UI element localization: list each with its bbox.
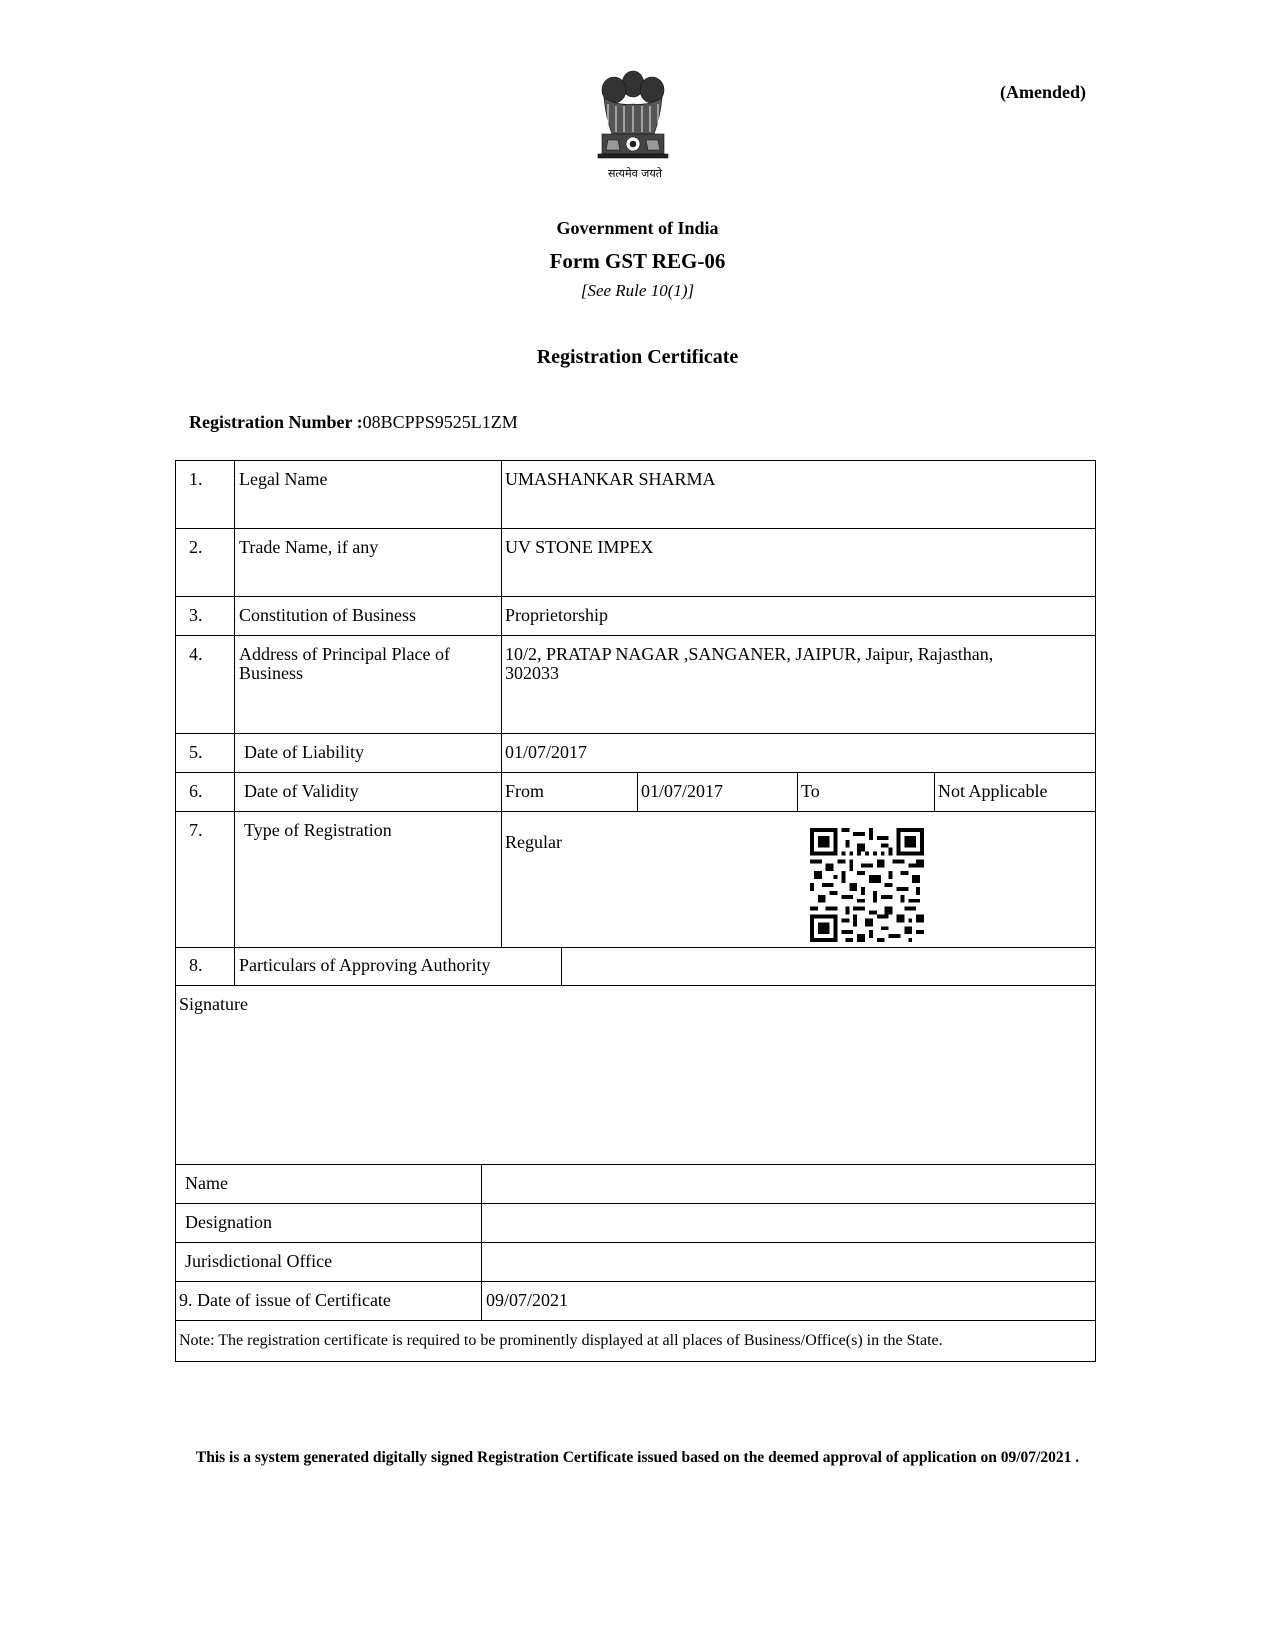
registration-number: [189, 412, 518, 433]
row-2-number: 2.: [189, 537, 203, 557]
issue-date-value: 09/07/2021: [486, 1290, 569, 1310]
amended-label: (Amended): [1000, 82, 1086, 102]
validity-label: Date of Validity: [244, 781, 359, 801]
row-7-number: 7.: [189, 820, 203, 840]
liability-value: 01/07/2017: [505, 742, 588, 762]
footer-statement: This is a system generated digitally signed Registration Certificate issued based on the deemed approval of application on 09/07/2021 .: [195, 1449, 1080, 1466]
issue-date-label: 9. Date of issue of Certificate: [179, 1290, 391, 1310]
designation-label: Designation: [185, 1212, 272, 1232]
emblem-caption: सत्यमेव जयते: [607, 167, 662, 180]
rule-reference: [See Rule 10(1)]: [580, 281, 695, 300]
address-label-line-1: Address of Principal Place of: [239, 644, 450, 664]
row-5-number: 5.: [189, 742, 203, 762]
address-value-line-2: 302033: [505, 663, 559, 683]
qr-code-icon: [809, 828, 925, 942]
jurisdictional-office-label: Jurisdictional Office: [185, 1251, 333, 1271]
trade-name-label: Trade Name, if any: [239, 537, 379, 557]
constitution-value: Proprietorship: [505, 605, 608, 625]
validity-to-value: Not Applicable: [938, 781, 1048, 801]
trade-name-value: UV STONE IMPEX: [505, 537, 654, 557]
registration-number-value: 08BCPPS9525L1ZM: [362, 412, 518, 432]
signature-label: Signature: [179, 994, 248, 1014]
legal-name-value: UMASHANKAR SHARMA: [505, 469, 716, 489]
government-heading: Government of India: [556, 218, 719, 238]
form-title: Form GST REG-06: [549, 249, 726, 273]
validity-from-value: 01/07/2017: [641, 781, 724, 801]
registration-type-value: Regular: [505, 832, 562, 852]
liability-label: Date of Liability: [244, 742, 364, 762]
validity-from-label: From: [505, 781, 545, 801]
certificate-title: Registration Certificate: [536, 346, 739, 368]
display-note: Note: The registration certificate is required to be prominently displayed at all places of Business/Office(s) in the State.: [179, 1332, 943, 1349]
row-3-number: 3.: [189, 605, 203, 625]
registration-number-label: Registration Number :: [189, 412, 363, 432]
name-label: Name: [185, 1173, 228, 1193]
row-1-number: 1.: [189, 469, 203, 489]
row-4-number: 4.: [189, 644, 203, 664]
validity-to-label: To: [801, 781, 820, 801]
row-8-number: 8.: [189, 955, 203, 975]
legal-name-label: Legal Name: [239, 469, 328, 489]
address-value-line-1: 10/2, PRATAP NAGAR ,SANGANER, JAIPUR, Jaipur, Rajasthan,: [505, 644, 994, 664]
registration-type-label: Type of Registration: [244, 820, 392, 840]
row-6-number: 6.: [189, 781, 203, 801]
address-label-line-2: Business: [239, 663, 304, 683]
constitution-label: Constitution of Business: [239, 605, 417, 625]
approving-authority-label: Particulars of Approving Authority: [239, 955, 491, 975]
